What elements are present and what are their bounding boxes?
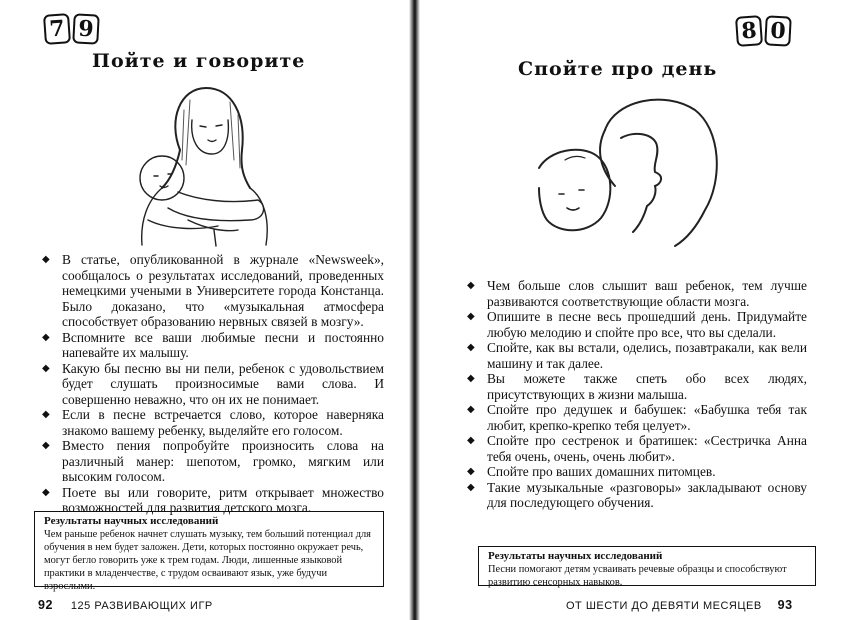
research-text: Песни помогают детям усваивать речевые образцы и способствуют развитию сенсорных навыков. [488,564,787,588]
page-number: 93 [777,598,793,612]
list-item: ◆ Чем больше слов слышит ваш ребенок, тем лучше развиваются соответствующие области мозга. [465,278,807,309]
list-item: ◆ Спойте про ваших домашних питомцев. [465,464,807,480]
page-footer [566,598,793,612]
page-number: 92 [38,598,53,612]
activity-number-digit: 8 [735,15,763,47]
list-item: ◆ Поете вы или говорите, ритм открывает множество возможностей для развития детского мозга. [40,485,384,516]
activity-number-digit: 0 [764,15,792,46]
activity-number-digit: 9 [72,13,100,44]
list-item: ◆ Спойте про дедушек и бабушек: «Бабушка тебя так любит, крепко-крепко тебя целует». [465,402,807,433]
list-item: ◆ Какую бы песню вы ни пели, ребенок с удовольствием будет слушать произносимые вами слова. И совершенно неважно, что он их не понимает. [40,361,384,408]
book-title: 125 РАЗВИВАЮЩИХ ИГР [70,600,213,612]
list-item: ◆ Спойте, как вы встали, оделись, позавтракали, как вели машину и так далее. [465,340,807,371]
page-footer [38,598,213,612]
research-text: Чем раньше ребенок начнет слушать музыку, тем больший потенциал для обучения в нем будет заложен. Дети, которых постоянно окружает речь, могут бегло говорить уже к трем годам. Люди, лишенные языковой практики в младенчестве, с трудом осваивают язык, уже будучи взрослыми. [44,529,371,592]
list-item: ◆ Такие музыкальные «разговоры» закладывают основу для последующего обучения. [465,480,807,511]
list-item: ◆ Вы можете также спеть обо всех людях, присутствующих в жизни малыша. [465,371,807,402]
research-heading: Результаты научных исследований [44,515,219,527]
research-box [478,546,816,586]
activity-number-digit: 7 [43,13,71,45]
list-item: ◆ Спойте про сестренок и братишек: «Сестричка Анна тебя очень, очень, очень любит». [465,433,807,464]
left-page [0,0,408,620]
list-item: ◆ Если в песне встречается слово, которое наверняка знакомо вашему ребенку, выделяйте его голосом. [40,407,384,438]
list-item: ◆ Опишите в песне весь прошедший день. Придумайте любую мелодию и спойте про все, что вы сделали. [465,309,807,340]
activity-title: Пойте и говорите [92,50,306,72]
research-heading: Результаты научных исследований [488,550,663,562]
activity-title: Спойте про день [518,58,718,80]
list-item: ◆ Вспомните все ваши любимые песни и постоянно напевайте их малышу. [40,330,384,361]
activity-number [44,14,99,44]
list-item: ◆ Вместо пения попробуйте произносить слова на различный манер: шепотом, громко, мягким или высоким голосом. [40,438,384,485]
section-title: ОТ ШЕСТИ ДО ДЕВЯТИ МЕСЯЦЕВ [566,600,762,612]
mother-and-baby-faces-icon [525,90,725,250]
list-item: ◆ В статье, опубликованной в журнале «Newsweek», сообщалось о результатах исследований, проведенных немецкими учеными в Университете города Констанца. Было доказано, что «музыкальная атмосфера способствует образованию нервных связей в мозгу». [40,252,384,330]
research-box [34,511,384,592]
tips-list [40,252,384,516]
book-gutter [409,0,420,620]
mother-holding-baby-icon [118,80,278,250]
activity-number [736,16,791,46]
right-page [420,0,845,620]
tips-list [465,278,807,511]
